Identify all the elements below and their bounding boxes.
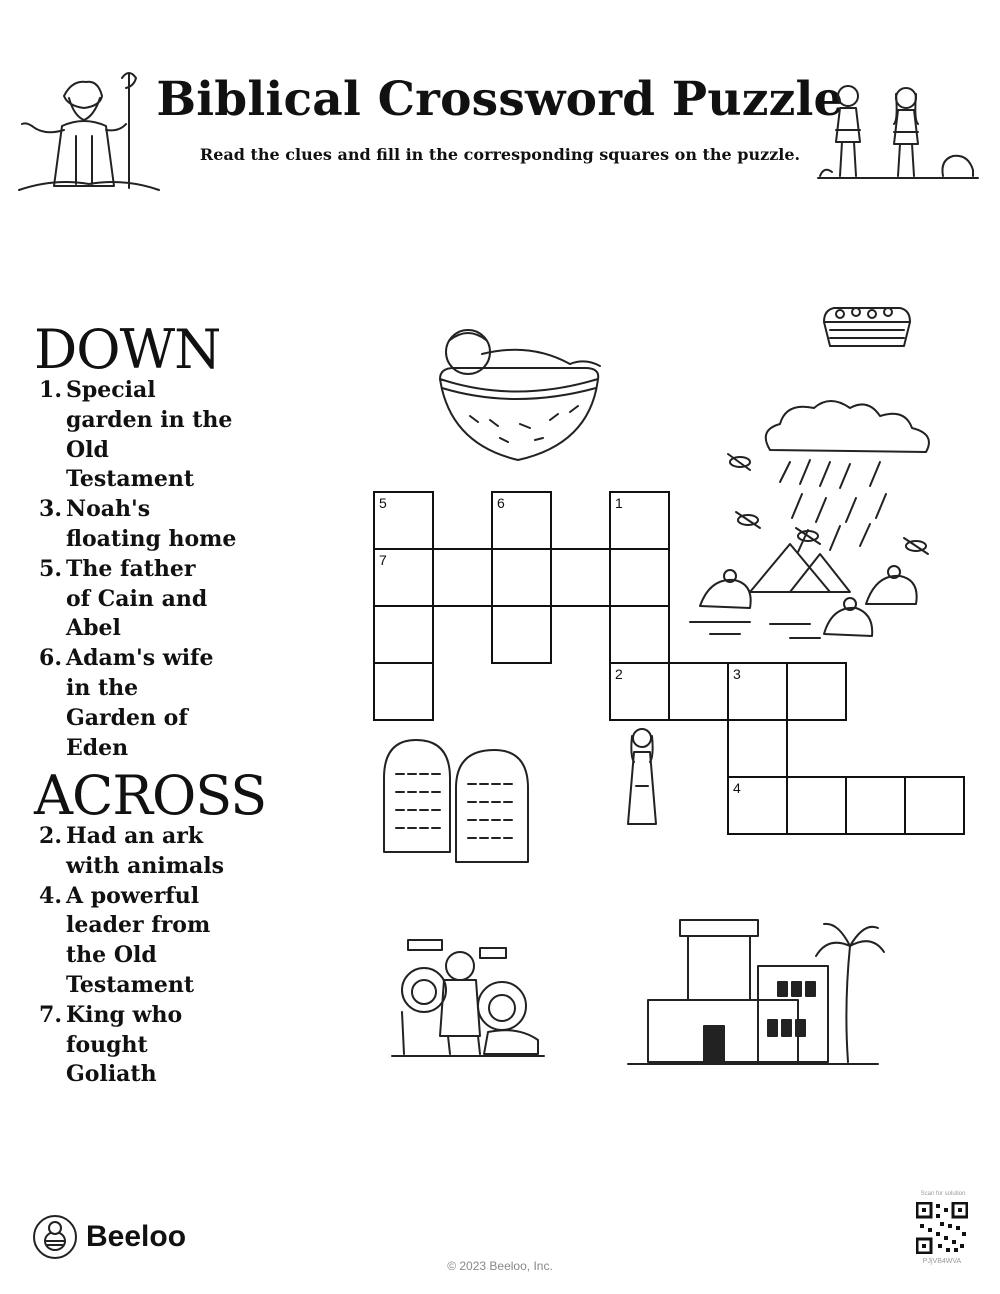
down-clue-list <box>34 376 244 763</box>
grid-cell[interactable] <box>373 548 434 607</box>
baby-basket-illustration <box>420 324 615 469</box>
clue-number: 5. <box>39 555 62 582</box>
grid-cell[interactable] <box>550 548 611 607</box>
plagues-illustration <box>690 394 940 654</box>
qr-caption: Scan for solution <box>920 1191 966 1197</box>
down-heading: DOWN <box>34 318 221 381</box>
grid-cell[interactable] <box>491 548 552 607</box>
bee-logo-icon <box>32 1214 78 1260</box>
clue-text: Adam's wife in the Garden of Eden <box>66 645 214 761</box>
grid-cell[interactable] <box>786 662 847 721</box>
clue-text: Noah's floating home <box>66 496 237 552</box>
grid-cell[interactable] <box>609 605 670 664</box>
grid-cell[interactable] <box>904 776 965 835</box>
clue-text: The father of Cain and Abel <box>66 555 208 642</box>
down-clue <box>34 495 244 555</box>
clue-text: Special garden in the Old Testament <box>66 377 233 493</box>
down-clue <box>34 555 214 644</box>
temple-illustration <box>628 906 888 1070</box>
grid-cell[interactable] <box>491 605 552 664</box>
copyright: © 2023 Beeloo, Inc. <box>447 1259 553 1273</box>
grid-cell[interactable] <box>373 605 434 664</box>
across-clue <box>34 882 214 1001</box>
qr-code-icon[interactable] <box>916 1202 968 1254</box>
across-clue-list <box>34 822 224 1090</box>
cell-number: 3 <box>733 666 741 682</box>
grid-cell[interactable] <box>727 719 788 778</box>
grid-cell[interactable] <box>727 776 788 835</box>
adam-eve-illustration <box>818 80 978 184</box>
down-clue <box>34 376 244 495</box>
brand-logo <box>32 1214 186 1260</box>
clue-text: A powerful leader from the Old Testament <box>66 882 211 998</box>
grid-cell[interactable] <box>609 491 670 550</box>
cell-number: 6 <box>497 495 505 511</box>
grid-cell[interactable] <box>491 491 552 550</box>
grid-cell[interactable] <box>786 776 847 835</box>
grid-cell[interactable] <box>845 776 906 835</box>
brand-name: Beeloo <box>86 1220 187 1253</box>
clue-number: 4. <box>39 882 62 909</box>
clue-number: 7. <box>39 1001 62 1028</box>
down-clue <box>34 644 214 763</box>
moses-illustration <box>14 66 164 196</box>
page-subtitle: Read the clues and fill in the corresponding squares on the puzzle. <box>199 145 801 164</box>
qr-code-label: PJjVB4WVA <box>922 1258 962 1265</box>
grid-cell[interactable] <box>373 662 434 721</box>
cell-number: 1 <box>615 495 623 511</box>
grid-cell[interactable] <box>609 662 670 721</box>
clue-number: 1. <box>39 377 62 403</box>
cell-number: 5 <box>379 495 387 511</box>
daniel-lions-illustration <box>388 936 548 1060</box>
cell-number: 4 <box>733 780 741 796</box>
noahs-ark-illustration <box>820 296 914 350</box>
woman-figure-illustration <box>622 726 662 830</box>
clue-text: King who fought Goliath <box>66 1001 183 1088</box>
clue-number: 3. <box>39 496 62 523</box>
across-clue <box>34 1001 194 1090</box>
grid-cell[interactable] <box>609 548 670 607</box>
across-clue <box>34 822 224 882</box>
cell-number: 2 <box>615 666 623 682</box>
page-title: Biblical Crossword Puzzle <box>156 72 844 127</box>
grid-cell[interactable] <box>373 491 434 550</box>
clue-number: 2. <box>39 823 62 849</box>
grid-cell[interactable] <box>432 548 493 607</box>
tablets-illustration <box>378 738 548 868</box>
across-heading: ACROSS <box>34 764 267 827</box>
grid-cell[interactable] <box>727 662 788 721</box>
clue-text: Had an ark with animals <box>66 823 224 879</box>
clue-number: 6. <box>39 645 62 672</box>
cell-number: 7 <box>379 552 387 568</box>
grid-cell[interactable] <box>668 662 729 721</box>
